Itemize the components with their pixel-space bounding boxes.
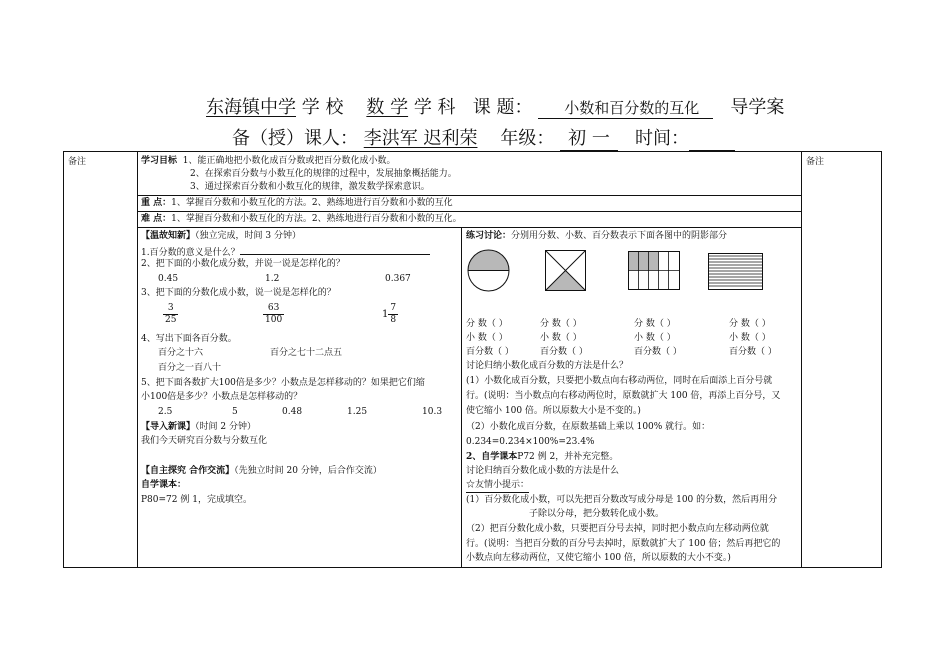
- fraction-1-denominator: 25: [165, 315, 177, 325]
- intro-heading: [141, 421, 256, 434]
- tip-2-line-3: 小数点向左移动两位，又使它缩小 100 倍，所以原数的大小不变。): [466, 553, 731, 563]
- fraction-1-numerator: 3: [163, 303, 178, 315]
- fraction-2-denominator: 100: [265, 315, 283, 325]
- difficult-point-label: 难 点：: [141, 214, 172, 224]
- title-line: [206, 93, 784, 119]
- difficult-point-text: 1、掌握百分数和小数互化的方法。2、熟练地进行百分数和小数的互化。: [171, 214, 462, 224]
- fig1-decimal-row: 小 数（ ）: [466, 333, 508, 343]
- objective-1: [141, 155, 395, 168]
- grid-shaded-figure: [628, 251, 680, 290]
- fraction-3-numerator: 7: [390, 303, 397, 313]
- key-point-text: 1、掌握百分数和小数互化的方法。2、熟练地进行百分数和小数的互化: [171, 198, 453, 208]
- question-2: 2、把下面的小数化成分数，并说一说是怎样化的？: [141, 259, 345, 269]
- question-1-blank: [240, 244, 430, 255]
- row-divider-2: [137, 211, 801, 212]
- method-2-line-2: 0.234=0.234×100%=23.4%: [466, 437, 595, 447]
- time-label: 时间：: [635, 128, 689, 149]
- fig3-decimal-row: 小 数（ ）: [634, 333, 676, 343]
- teacher-label: 备（授）课人：: [232, 128, 358, 149]
- q4-item-1: 百分之十六: [158, 348, 204, 358]
- tip-2-line-2: 行。(说明：当把百分数的百分号去掉时，原数就扩大了 100 倍；然后再把它的: [466, 539, 781, 549]
- q5-value-5: 10.3: [422, 407, 443, 417]
- selfstudy-text: P80=72 例 1，完成填空。: [141, 495, 252, 505]
- difficult-point: [141, 213, 462, 226]
- teacher-line: [232, 124, 735, 151]
- q4-item-2: 百分之七十二点五: [270, 348, 343, 358]
- school-suffix: 学 校: [301, 97, 344, 118]
- left-note: 备注: [68, 157, 87, 167]
- q2-value-1: 0.45: [158, 274, 179, 284]
- striped-rectangle-figure: [708, 253, 763, 290]
- q5-value-3: 0.48: [282, 407, 303, 417]
- square-quarter-shaded-figure: [545, 250, 586, 291]
- q3-fraction-2: [263, 303, 284, 326]
- practice-heading: [466, 230, 727, 243]
- practice-text: 分别用分数、小数、百分数表示下面各图中的阴影部分: [511, 231, 728, 241]
- q5-value-2: 5: [232, 407, 238, 417]
- q4-item-3: 百分之一百八十: [158, 363, 222, 373]
- explore-title: 【自主探究 合作交流】: [141, 466, 235, 476]
- fig2-percent-row: 百分数（ ）: [540, 347, 588, 357]
- tip-1-line-2: 子除以分母，把分数转化成小数。: [529, 509, 665, 519]
- fraction-3-denominator: 8: [390, 315, 397, 325]
- tip-1-line-1: (1）百分数化成小数，可以先把百分数改写成分母是 100 的分数，然后再用分: [466, 495, 778, 505]
- discuss-1: 讨论归纳小数化成百分数的方法是什么？: [466, 361, 629, 371]
- tip-heading: ☆友情小提示：: [466, 479, 529, 493]
- selfstudy-2-text: P72 例 2，并补充完整。: [517, 452, 619, 462]
- fig4-fraction-row: 分 数（ ）: [729, 319, 771, 329]
- key-point-label: 重 点：: [141, 198, 172, 208]
- objective-1-text: 1、能正确地把小数化成百分数或把百分数化成小数。: [182, 156, 396, 166]
- question-3: 3、把下面的分数化成小数，说一说是怎样化的？: [141, 288, 336, 298]
- col-divider-left: [137, 151, 138, 567]
- q5-value-4: 1.25: [347, 407, 368, 417]
- intro-note: （时间 2 分钟）: [195, 422, 256, 432]
- col-divider-middle: [461, 227, 462, 567]
- method-1-line-2: 行。(说明：当小数点向右移动两位时，原数就扩大 100 倍，再添上百分号，又: [466, 391, 781, 401]
- subject-name: 数 学: [366, 97, 409, 118]
- question-5-line-2: 小100倍是多少？小数点是怎样移动的？: [141, 392, 303, 402]
- fig2-fraction-row: 分 数（ ）: [540, 319, 582, 329]
- topic-label: 课 题：: [472, 97, 533, 118]
- method-1-line-1: (1）小数化成百分数，只要把小数点向右移动两位，同时在后面添上百分号就: [466, 376, 773, 386]
- q3-fraction-1: [163, 303, 178, 326]
- fig4-percent-row: 百分数（ ）: [729, 347, 777, 357]
- topic-value: 小数和百分数的互化: [538, 97, 713, 119]
- explore-note: （先独立时间 20 分钟，后合作交流）: [234, 466, 382, 476]
- question-4: 4、写出下面各百分数。: [141, 334, 237, 344]
- selfstudy-label: 自学课本：: [141, 480, 187, 490]
- intro-text: 我们今天研究百分数与分数互化: [141, 436, 268, 446]
- fig3-percent-row: 百分数（ ）: [634, 347, 682, 357]
- fig1-percent-row: 百分数（ ）: [466, 347, 514, 357]
- objectives-label: 学习目标: [141, 156, 178, 166]
- doc-type: 导学案: [730, 97, 785, 118]
- q5-value-1: 2.5: [158, 407, 173, 417]
- subject-suffix: 学 科: [413, 97, 456, 118]
- selfstudy-2-label: 2、自学课本: [466, 452, 518, 462]
- intro-title: 【导入新课】: [141, 422, 196, 432]
- review-title: 【温故知新】: [141, 231, 196, 241]
- fraction-2-numerator: 63: [263, 303, 284, 315]
- key-point: [141, 197, 453, 210]
- teacher-names: 李洪军 迟利荣: [363, 128, 478, 149]
- col-divider-right: [801, 151, 802, 567]
- method-2-line-1: （2）小数化成百分数，在原数基础上乘以 100% 就行。如：: [466, 422, 711, 432]
- grade-label: 年级：: [500, 128, 555, 149]
- fig2-decimal-row: 小 数（ ）: [540, 333, 582, 343]
- q2-value-3: 0.367: [385, 274, 411, 284]
- row-divider-3: [137, 227, 801, 228]
- question-1-text: 1.百分数的意义是什么？: [141, 248, 240, 258]
- row-divider-1: [137, 195, 801, 196]
- method-1-line-3: 使它缩小 100 倍。所以原数大小是不变的。): [466, 406, 641, 416]
- objective-2: 2、在探索百分数与小数互化的规律的过程中，发展抽象概括能力。: [190, 169, 457, 179]
- objective-3: 3、通过探索百分数和小数互化的规律，激发数学探索意识。: [190, 182, 430, 192]
- review-note: （独立完成，时间 3 分钟）: [195, 231, 301, 241]
- fig1-fraction-row: 分 数（ ）: [466, 319, 508, 329]
- tip-2-line-1: （2）把百分数化成小数，只要把百分号去掉，同时把小数点向左移动两位就: [466, 524, 769, 534]
- fraction-3-whole: 1: [382, 309, 389, 320]
- school-name: 东海镇中学: [206, 97, 296, 118]
- practice-title: 练习讨论：: [466, 231, 512, 241]
- time-blank: [689, 132, 735, 151]
- q2-value-2: 1.2: [265, 274, 280, 284]
- right-note: 备注: [806, 157, 825, 167]
- circle-half-shaded-figure: [466, 248, 511, 293]
- discuss-2: 讨论归纳百分数化成小数的方法是什么: [466, 466, 620, 476]
- explore-heading: [141, 465, 382, 478]
- fig3-fraction-row: 分 数（ ）: [634, 319, 676, 329]
- question-5-line-1: 5、把下面各数扩大100倍是多少？小数点是怎样移动的？如果把它们缩: [141, 378, 425, 388]
- q3-fraction-3: [382, 303, 398, 326]
- grade-value: 初 一: [560, 124, 618, 151]
- fig4-decimal-row: 小 数（ ）: [729, 333, 771, 343]
- review-heading: [141, 230, 301, 243]
- selfstudy-2: [466, 451, 618, 464]
